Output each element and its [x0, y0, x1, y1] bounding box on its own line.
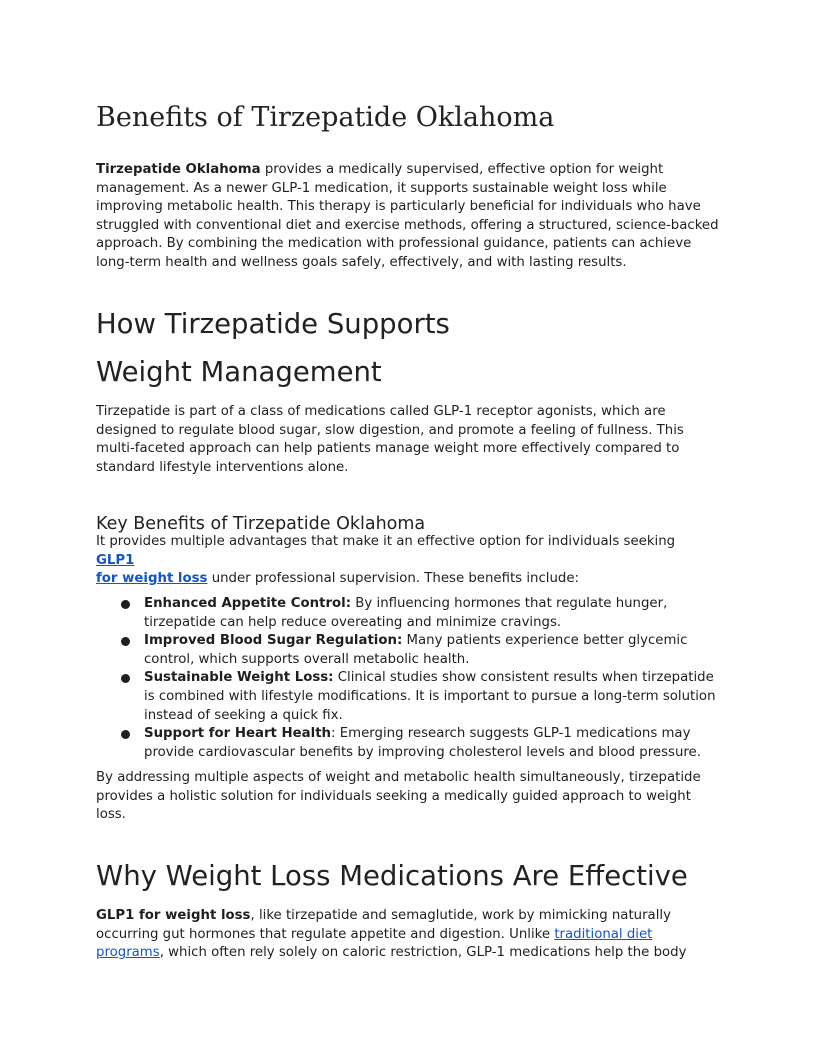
benefit-text: : Emerging research suggests GLP-1 medications may provide cardiovascular benefits by improving cholesterol levels and blood pressure. — [144, 726, 701, 760]
intro-text: provides a medically supervised, effective option for weight management. As a newer GLP-1 medication, it supports sustainable weight loss while improving metabolic health. This therapy is particularly beneficial for individuals who have struggled with conventional diet and exercise methods, offering a structured, science-backed approach. By combining the medication with professional guidance, patients can achieve long-term health and wellness goals safely, effectively, and with lasting results. — [96, 162, 719, 270]
bullet-icon — [121, 637, 130, 646]
section1-heading-line2: Weight Management — [96, 356, 382, 388]
section3-text-b: , which often rely solely on caloric restriction, GLP-1 medications help the body — [159, 945, 687, 961]
list-item — [96, 595, 720, 632]
section2-lead-tail: under professional supervision. These benefits include: — [207, 571, 579, 587]
benefit-label: Support for Heart Health — [144, 726, 332, 742]
section3-text-a: , like tirzepatide and semaglutide, work by mimicking naturally occurring gut hormones that regulate appetite and digestion. Unlike — [96, 908, 671, 942]
benefits-list — [96, 595, 720, 762]
bullet-icon — [121, 730, 130, 739]
list-item — [96, 632, 720, 669]
intro-bold-term: Tirzepatide Oklahoma — [96, 162, 261, 177]
page-title: Benefits of Tirzepatide Oklahoma — [96, 102, 555, 133]
benefit-label: Sustainable Weight Loss: — [144, 670, 334, 686]
benefit-text: Clinical studies show consistent results when tirzepatide is combined with lifestyle modifications. It is important to pursue a long-term solution instead of seeking a quick fix. — [144, 670, 716, 723]
benefit-label: Enhanced Appetite Control: — [144, 596, 352, 611]
glp1-link[interactable]: GLP1 — [96, 552, 135, 568]
section1-paragraph: Tirzepatide is part of a class of medications called GLP-1 receptor agonists, which are designed to regulate blood sugar, slow digestion, and promote a feeling of fullness. This multi-faceted approach can help patients manage weight more effectively compared to standard lifestyle interventions alone. — [96, 404, 684, 475]
benefit-text: By influencing hormones that regulate hunger, tirzepatide can help reduce overeating and minimize cravings. — [144, 596, 668, 630]
section3-heading: Why Weight Loss Medications Are Effective — [96, 860, 688, 892]
for-weight-loss-link[interactable]: for weight loss — [96, 571, 208, 587]
benefit-label: Improved Blood Sugar Regulation: — [144, 633, 403, 649]
section2-closing-paragraph: By addressing multiple aspects of weight and metabolic health simultaneously, tirzepatide provides a holistic solution for individuals seeking a medically guided approach to weight loss. — [96, 770, 701, 823]
section2-lead-paragraph — [96, 533, 720, 589]
list-item — [96, 725, 720, 762]
benefit-text: Many patients experience better glycemic control, which supports overall metabolic health. — [144, 633, 688, 667]
section2-lead-text: It provides multiple advantages that make it an effective option for individuals seeking — [96, 534, 676, 549]
list-item — [96, 669, 720, 725]
section2-heading: Key Benefits of Tirzepatide Oklahoma — [96, 514, 426, 534]
bullet-icon — [121, 674, 130, 683]
section1-heading-line1: How Tirzepatide Supports — [96, 308, 450, 340]
traditional-diet-programs-link[interactable]: traditional diet programs — [96, 926, 653, 961]
bullet-icon — [121, 600, 130, 609]
section3-paragraph — [96, 907, 720, 963]
intro-paragraph — [96, 161, 720, 273]
section3-bold-term: GLP1 for weight loss — [96, 908, 251, 923]
